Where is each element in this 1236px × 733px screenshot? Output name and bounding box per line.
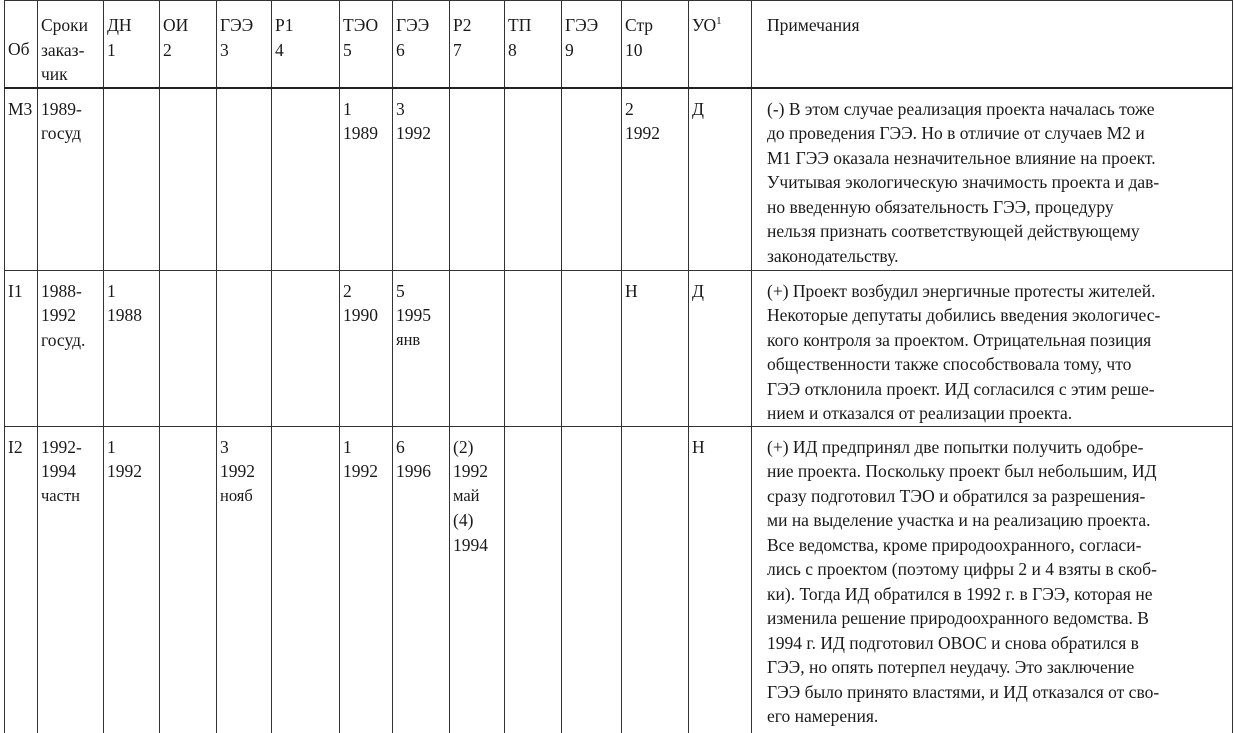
note-line: общественности также способствовала тому, что xyxy=(767,354,1132,374)
header-text: ТП xyxy=(508,15,532,35)
header-r2 xyxy=(450,1,505,88)
header-gee6 xyxy=(393,1,450,88)
cell-term xyxy=(38,426,104,733)
note-line: Некоторые депутаты добились введения экологичес- xyxy=(767,305,1161,325)
cell-line: май xyxy=(453,485,480,505)
header-term xyxy=(38,1,104,88)
cell-oi xyxy=(160,88,217,271)
cell-line: 1992 xyxy=(107,461,142,481)
cell-line: 1 xyxy=(107,280,116,301)
header-uo xyxy=(689,1,752,88)
cell-line: 5 xyxy=(396,280,405,301)
cell-gee6 xyxy=(393,270,450,426)
cell-tp xyxy=(505,88,562,271)
note-line: (+) ИД предпринял две попытки получить одобре- xyxy=(767,436,1144,457)
header-text: 4 xyxy=(275,39,284,60)
note-line: ГЭЭ отклонила проект. ИД согласился с этим реше- xyxy=(767,378,1155,399)
note-line: ГЭЭ, но опять потерпел неудачу. Это заключение xyxy=(767,657,1135,677)
cell-line: 1992 xyxy=(453,461,488,481)
cell-obj xyxy=(5,88,38,271)
note-line: но введенную обязательность ГЭЭ, процедуру xyxy=(767,196,1114,217)
cell-line: 6 xyxy=(396,436,405,457)
note-line: Учитывая экологическую значимость проекта и дав- xyxy=(767,172,1160,192)
header-text: чик xyxy=(41,64,68,84)
cell-line: 1995 xyxy=(396,305,431,325)
cell-str xyxy=(622,426,689,733)
header-text: ГЭЭ xyxy=(565,15,599,35)
cell-value: М3 xyxy=(8,98,33,119)
header-text: ГЭЭ xyxy=(396,15,430,35)
cell-line: 3 xyxy=(220,436,229,457)
cell-value: Д xyxy=(692,280,704,301)
cell-line: 1989- xyxy=(41,98,82,119)
cell-line: 2 xyxy=(343,280,352,301)
note-line: ГЭЭ было принято властями, и ИД отказался от сво- xyxy=(767,681,1160,702)
note-line: лись с проектом (поэтому цифры 2 и 4 взяты в скоб- xyxy=(767,559,1157,579)
header-text: Примечания xyxy=(767,15,860,35)
cell-value: Д xyxy=(692,98,704,119)
cell-tp xyxy=(505,270,562,426)
header-text: Р2 xyxy=(453,15,472,35)
cell-value: I1 xyxy=(8,280,23,301)
cell-gee9 xyxy=(562,426,622,733)
note-line: нельзя признать соответствующей действующему xyxy=(767,221,1140,241)
header-text: ДН xyxy=(107,15,132,35)
cell-line: 1 xyxy=(107,436,116,457)
header-tp xyxy=(505,1,562,88)
header-obj xyxy=(5,1,38,88)
header-text: ТЭО xyxy=(343,15,379,35)
header-text: 10 xyxy=(625,39,643,60)
header-teo xyxy=(340,1,393,88)
cell-teo xyxy=(340,88,393,271)
cell-r2 xyxy=(450,426,505,733)
cell-line: 1988- xyxy=(41,280,82,301)
header-text: УО xyxy=(692,15,717,35)
table-row xyxy=(5,88,1233,271)
cell-dn xyxy=(104,88,160,271)
cell-tp xyxy=(505,426,562,733)
header-text: заказ- xyxy=(41,39,85,60)
cell-line: госуд. xyxy=(41,329,86,350)
cell-line: 1992 xyxy=(41,305,76,325)
cell-line: частн xyxy=(41,485,80,505)
cell-notes xyxy=(752,270,1233,426)
cell-gee6 xyxy=(393,426,450,733)
header-text: 2 xyxy=(163,39,172,60)
cell-obj xyxy=(5,270,38,426)
note-line: ние проекта. Поскольку проект был небольшим, ИД xyxy=(767,461,1157,481)
cell-line: нояб xyxy=(220,485,253,505)
note-line: (-) В этом случае реализация проекта началась тоже xyxy=(767,98,1155,119)
cell-line: 1992 xyxy=(625,123,660,143)
header-text: Стр xyxy=(625,15,654,35)
cell-term xyxy=(38,270,104,426)
cell-gee6 xyxy=(393,88,450,271)
cell-str xyxy=(622,270,689,426)
cell-line: 1994 xyxy=(41,461,76,481)
header-text: Р1 xyxy=(275,15,294,35)
header-text: ОИ xyxy=(163,15,189,35)
cell-r2 xyxy=(450,88,505,271)
header-gee3 xyxy=(217,1,272,88)
note-line: изменила решение природоохранного ведомства. В xyxy=(767,608,1149,628)
note-line: сразу подготовил ТЭО и обратился за разрешения- xyxy=(767,485,1146,506)
note-line: его намерения. xyxy=(767,706,879,726)
header-row xyxy=(5,1,1233,88)
cell-line: янв xyxy=(396,329,421,349)
header-footnote-mark: 1 xyxy=(716,15,722,28)
cell-notes xyxy=(752,88,1233,271)
header-text: 9 xyxy=(565,39,574,60)
cell-term xyxy=(38,88,104,271)
cell-line: (2) xyxy=(453,436,474,457)
header-text: 6 xyxy=(396,39,405,60)
header-text: 3 xyxy=(220,39,229,60)
cell-gee3 xyxy=(217,270,272,426)
header-notes xyxy=(752,1,1233,88)
cell-gee9 xyxy=(562,88,622,271)
cell-line: 1 xyxy=(343,436,352,457)
header-gee9 xyxy=(562,1,622,88)
header-text: 5 xyxy=(343,39,352,60)
note-line: Все ведомства, кроме природоохранного, согласи- xyxy=(767,534,1142,555)
header-text: Сроки xyxy=(41,15,89,35)
cell-line: 1990 xyxy=(343,305,378,325)
header-dn xyxy=(104,1,160,88)
note-line: нием и отказался от реализации проекта. xyxy=(767,403,1073,423)
cell-obj xyxy=(5,426,38,733)
table-row xyxy=(5,270,1233,426)
note-line: (+) Проект возбудил энергичные протесты жителей. xyxy=(767,280,1156,301)
header-text: 1 xyxy=(107,39,116,60)
cell-line: 1992 xyxy=(396,123,431,143)
header-text: 7 xyxy=(453,39,462,60)
note-line: 1994 г. ИД подготовил ОВОС и снова обратился в xyxy=(767,632,1139,653)
cell-line: (4) xyxy=(453,510,474,530)
header-text: 8 xyxy=(508,39,517,60)
note-line: ми на выделение участка и на реализацию проекта. xyxy=(767,510,1151,530)
header-oi xyxy=(160,1,217,88)
header-str xyxy=(622,1,689,88)
cell-line: 1992 xyxy=(343,461,378,481)
cell-value: I2 xyxy=(8,436,23,457)
header-r1 xyxy=(272,1,340,88)
note-line: кого контроля за проектом. Отрицательная позиция xyxy=(767,329,1152,350)
cell-uo xyxy=(689,88,752,271)
project-review-table xyxy=(4,0,1233,733)
cell-line: 1988 xyxy=(107,305,142,325)
cell-r1 xyxy=(272,88,340,271)
cell-uo xyxy=(689,426,752,733)
cell-notes xyxy=(752,426,1233,733)
cell-r1 xyxy=(272,426,340,733)
cell-line: 1989 xyxy=(343,123,378,143)
cell-r2 xyxy=(450,270,505,426)
note-line: законодательству. xyxy=(767,245,899,266)
cell-line: 3 xyxy=(396,98,405,119)
cell-line: госуд xyxy=(41,123,82,143)
cell-gee3 xyxy=(217,426,272,733)
cell-dn xyxy=(104,270,160,426)
cell-line: 1 xyxy=(343,98,352,119)
cell-line: 2 xyxy=(625,98,634,119)
cell-uo xyxy=(689,270,752,426)
table-row xyxy=(5,426,1233,733)
note-line: М1 ГЭЭ оказала незначительное влияние на проект. xyxy=(767,147,1156,168)
cell-gee9 xyxy=(562,270,622,426)
cell-teo xyxy=(340,426,393,733)
note-line: ки). Тогда ИД обратился в 1992 г. в ГЭЭ, которая не xyxy=(767,583,1153,604)
cell-line: 1992- xyxy=(41,436,82,457)
note-line: до проведения ГЭЭ. Но в отличие от случаев М2 и xyxy=(767,123,1145,143)
cell-line: Н xyxy=(625,280,638,301)
cell-dn xyxy=(104,426,160,733)
cell-teo xyxy=(340,270,393,426)
cell-gee3 xyxy=(217,88,272,271)
cell-str xyxy=(622,88,689,271)
cell-line: 1992 xyxy=(220,461,255,481)
header-text: Об xyxy=(8,39,30,59)
cell-line: 1994 xyxy=(453,534,488,555)
header-text: ГЭЭ xyxy=(220,15,254,35)
cell-value: Н xyxy=(692,436,705,457)
cell-oi xyxy=(160,270,217,426)
cell-oi xyxy=(160,426,217,733)
cell-r1 xyxy=(272,270,340,426)
cell-line: 1996 xyxy=(396,461,431,481)
